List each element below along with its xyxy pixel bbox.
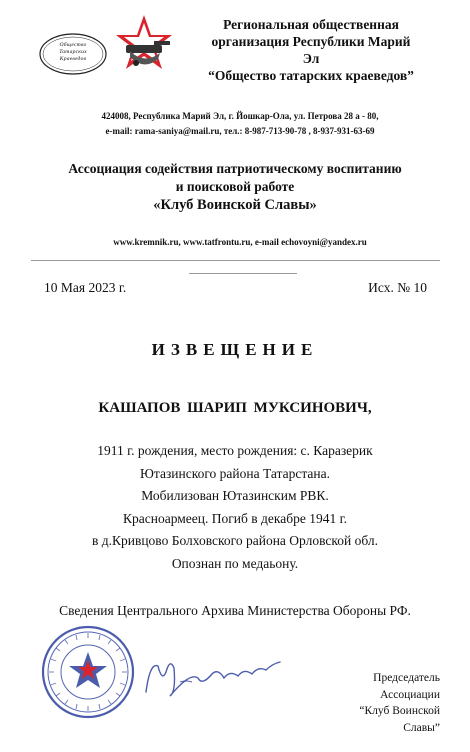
person-details — [30, 440, 440, 575]
logo-line-1: Общество — [59, 42, 87, 48]
org-title — [186, 16, 436, 84]
outgoing-number: Исх. № 10 — [368, 280, 427, 295]
association-line-2: и поисковой работе — [175, 179, 295, 194]
society-logo-text — [38, 32, 108, 76]
details-line-2: Ютазинского района Татарстана. — [140, 465, 330, 481]
logo-line-2: Татарских — [59, 49, 87, 55]
org-title-line-1: Региональная общественная — [223, 17, 399, 32]
header-divider — [31, 260, 440, 261]
details-line-6: Опознан по медаьону. — [171, 555, 299, 571]
signer-line-1: Председатель — [373, 672, 440, 684]
document-date: 10 Мая 2023 г. — [44, 280, 127, 295]
signer-line-4: Славы” — [403, 721, 440, 734]
org-title-line-4: “Общество татарских краеведов” — [208, 68, 414, 83]
association-web-contacts: www.kremnik.ru, www.tatfrontu.ru, e-mail echovoyni@yandex.ru — [113, 237, 367, 247]
details-line-3: Мобилизован Ютазинским РВК. — [141, 488, 329, 503]
official-stamp — [40, 624, 136, 720]
signer-line-3: “Клуб Воинской — [359, 705, 440, 717]
archive-source: Сведения Центрального Архива Министерства Обороны РФ. — [59, 603, 411, 618]
logo-line-3: Краеведов — [59, 56, 87, 62]
handwritten-signature — [140, 652, 290, 702]
signer-title — [322, 670, 440, 736]
person-name: КАШАПОВ ШАРИП МУКСИНОВИЧ, — [98, 400, 372, 416]
club-star-logo — [114, 13, 174, 79]
society-logo — [38, 32, 108, 76]
star-emblem-icon — [114, 13, 174, 79]
signer-line-2: Ассоциации — [380, 688, 440, 701]
signature-icon — [140, 652, 290, 702]
club-name: «Клуб Воинской Славы» — [153, 197, 317, 213]
org-title-line-2: организация Республики Марий — [211, 34, 411, 49]
org-title-line-3: Эл — [302, 51, 320, 66]
notice-title: ИЗВЕЩЕНИЕ — [151, 340, 319, 359]
org-contacts: e-mail: rama-saniya@mail.ru, тел.: 8-987-713-90-78 , 8-937-931-63-69 — [105, 126, 375, 136]
details-line-5: в д.Кривцово Болховского района Орловской обл. — [91, 533, 379, 548]
short-divider — [189, 273, 297, 274]
association-heading — [10, 160, 460, 214]
stamp-seal-icon — [40, 624, 136, 720]
details-line-1: 1911 г. рождения, место рождения: с. Каразерик — [97, 443, 373, 458]
association-line-1: Ассоциация содействия патриотическому воспитанию — [68, 161, 402, 176]
details-line-4: Красноармеец. Погиб в декабре 1941 г. — [123, 510, 347, 526]
org-address: 424008, Республика Марий Эл, г. Йошкар-Ола, ул. Петрова 28 а - 80, — [101, 111, 379, 121]
